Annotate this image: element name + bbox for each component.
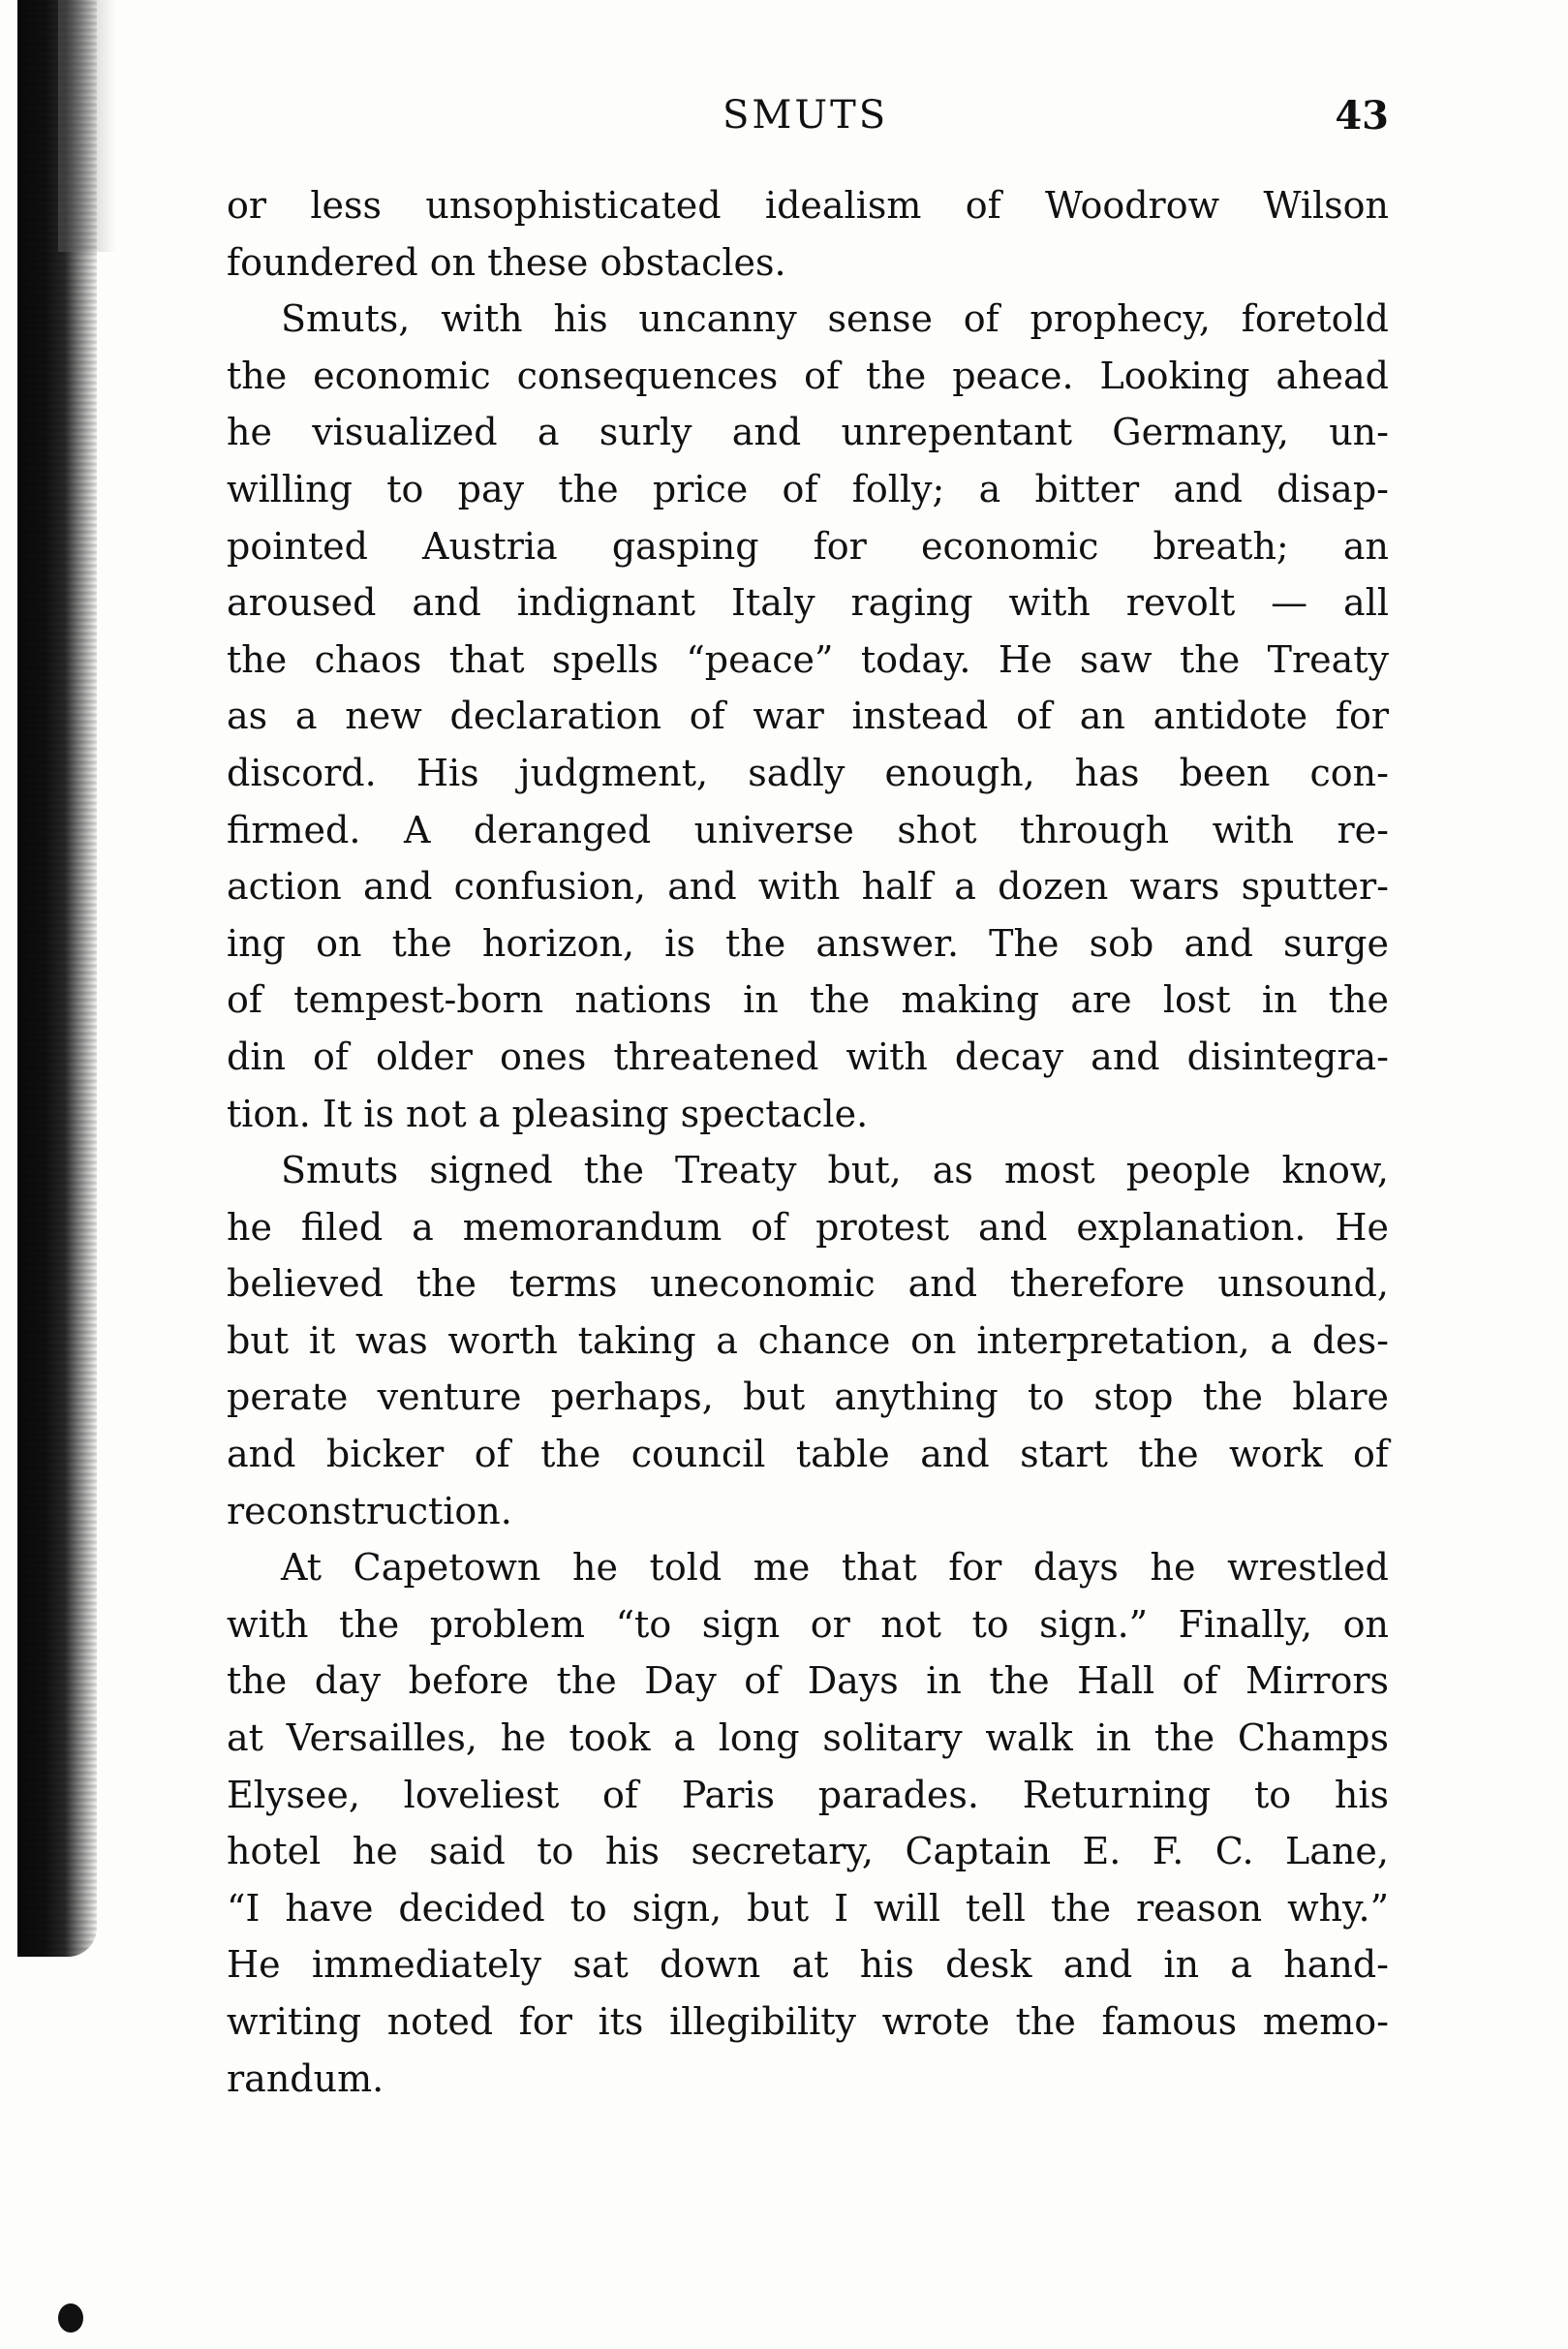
- paragraph: [227, 291, 1389, 1142]
- scan-gutter-fade: [58, 0, 116, 252]
- text-line: Elysee, loveliest of Paris parades. Returning to his: [227, 1773, 1389, 1816]
- ink-speck: [58, 2303, 83, 2333]
- text-line: He immediately sat down at his desk and in a hand-: [227, 1943, 1389, 1987]
- text-line: at Versailles, he took a long solitary walk in the Champs: [227, 1716, 1389, 1760]
- text-line: he visualized a surly and unrepentant Germany, un-: [227, 411, 1389, 454]
- text-line: of tempest-born nations in the making are lost in the: [227, 978, 1389, 1022]
- text-line: din of older ones threatened with decay and disintegra-: [227, 1035, 1389, 1078]
- text-line: tion. It is not a pleasing spectacle.: [227, 1092, 869, 1135]
- text-line: the economic consequences of the peace. Looking ahead: [227, 354, 1389, 397]
- text-line: aroused and indignant Italy raging with revolt — all: [227, 581, 1389, 625]
- text-line: Smuts signed the Treaty but, as most people know,: [281, 1149, 1389, 1192]
- text-line: writing noted for its illegibility wrote the famous memo-: [227, 2000, 1389, 2043]
- text-line: willing to pay the price of folly; a bitter and disap-: [227, 467, 1389, 510]
- page-number: 43: [1335, 93, 1389, 139]
- scan-gutter-shadow: [17, 0, 97, 1957]
- text-line: “I have decided to sign, but I will tell the reason why.”: [227, 1886, 1389, 1930]
- page-header: [227, 93, 1389, 151]
- text-line: hotel he said to his secretary, Captain E. F. C. Lane,: [227, 1830, 1389, 1873]
- text-line: and bicker of the council table and start the work of: [227, 1433, 1389, 1476]
- text-line: perate venture perhaps, but anything to stop the blare: [227, 1375, 1389, 1419]
- text-line: the day before the Day of Days in the Hall of Mirrors: [227, 1659, 1389, 1703]
- text-line: but it was worth taking a chance on interpretation, a des-: [227, 1318, 1389, 1362]
- text-line: Smuts, with his uncanny sense of prophecy, foretold: [281, 297, 1389, 341]
- running-head: SMUTS: [723, 93, 889, 138]
- text-line: or less unsophisticated idealism of Woodrow Wilson: [227, 184, 1389, 227]
- text-line: with the problem “to sign or not to sign.” Finally, on: [227, 1602, 1389, 1646]
- body-text: [227, 177, 1389, 2107]
- text-line: as a new declaration of war instead of an antidote for: [227, 695, 1389, 738]
- text-line: action and confusion, and with half a dozen wars sputter-: [227, 865, 1389, 909]
- text-line: firmed. A deranged universe shot through with re-: [227, 808, 1389, 851]
- text-line: At Capetown he told me that for days he wrestled: [281, 1546, 1389, 1590]
- text-line: discord. His judgment, sadly enough, has been con-: [227, 751, 1389, 794]
- paragraph: [227, 1142, 1389, 1539]
- text-line: he filed a memorandum of protest and explanation. He: [227, 1205, 1389, 1249]
- paragraph: [227, 1539, 1389, 2107]
- text-line: ing on the horizon, is the answer. The sob and surge: [227, 921, 1389, 965]
- paragraph: [227, 177, 1389, 291]
- text-line: reconstruction.: [227, 1489, 512, 1532]
- text-line: randum.: [227, 2056, 384, 2100]
- text-line: believed the terms uneconomic and therefore unsound,: [227, 1262, 1389, 1306]
- text-line: pointed Austria gasping for economic breath; an: [227, 524, 1389, 568]
- text-line: the chaos that spells “peace” today. He saw the Treaty: [227, 637, 1389, 681]
- text-line: foundered on these obstacles.: [227, 240, 786, 284]
